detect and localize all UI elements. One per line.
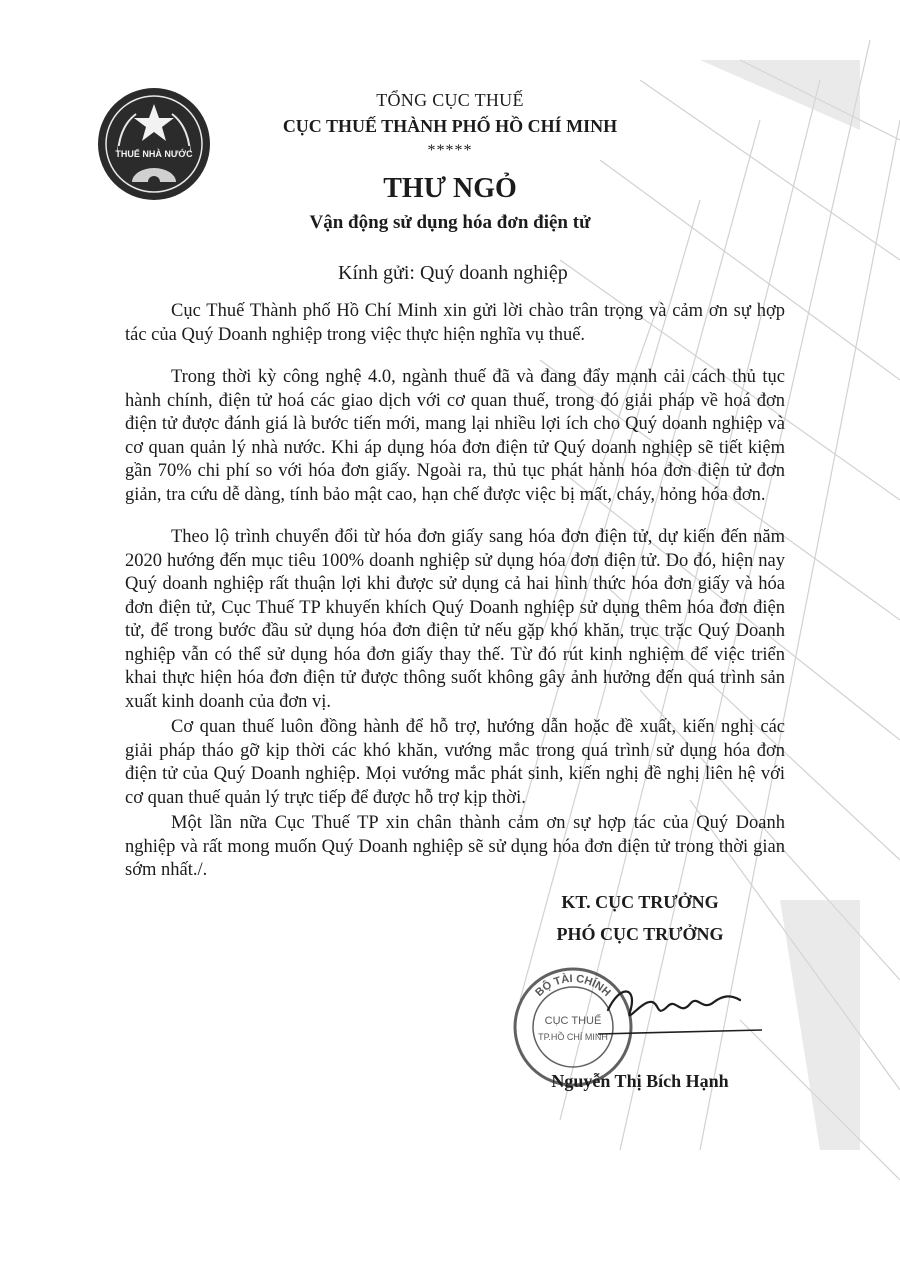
header-stars: ***** <box>427 142 473 159</box>
seal-center-text-1: CỤC THUẾ <box>544 1015 602 1027</box>
agency-name: TỔNG CỤC THUẾ <box>376 90 524 110</box>
seal-center-text-2: TP.HỒ CHÍ MINH <box>538 1032 608 1042</box>
paragraph-intro: Cục Thuế Thành phố Hồ Chí Minh xin gửi lời chào trân trọng và cảm ơn sự hợp tác của Quý Doanh nghiệp trong việc thực hiện nghĩa vụ thuế. <box>125 301 785 345</box>
letter-title: THƯ NGỎ <box>383 173 517 204</box>
signatory-title-1: KT. CỤC TRƯỞNG <box>561 892 719 912</box>
paragraph-benefits: Trong thời kỳ công nghệ 4.0, ngành thuế đã và đang đẩy mạnh cải cách thủ tục hành chính, điện tử hoá các giao dịch với cơ quan thuế, trong đó giải pháp về hoá đơn điện tử được đánh giá là bước tiến mới, mang lại nhiều lợi ích cho Quý doanh nghiệp và cơ quan quản lý nhà nước. Khi áp dụng hóa đơn điện tử Quý doanh nghiệp sẽ tiết kiệm gần 70% chi phí so với hóa đơn giấy. Ngoài ra, thủ tục phát hành hóa đơn điện tử đơn giản, tra cứu dễ dàng, tính bảo mật cao, hạn chế được việc bị mất, cháy, hỏng hóa đơn. <box>125 367 785 505</box>
paragraph-closing: Một lần nữa Cục Thuế TP xin chân thành cảm ơn sự hợp tác của Quý Doanh nghiệp và rất mong muốn Quý Doanh nghiệp sẽ sử dụng hóa đơn điện tử trong thời gian sớm nhất./. <box>125 813 785 880</box>
signatory-title-2: PHÓ CỤC TRƯỞNG <box>556 924 724 944</box>
signatory-name: Nguyễn Thị Bích Hạnh <box>551 1071 729 1091</box>
tax-emblem-icon <box>96 86 212 202</box>
handwritten-signature <box>590 972 770 1042</box>
letter-subtitle: Vận động sử dụng hóa đơn điện tử <box>309 212 591 233</box>
logo-text: THUẾ NHÀ NƯỚC <box>115 149 193 159</box>
paragraph-roadmap: Theo lộ trình chuyển đổi từ hóa đơn giấy sang hóa đơn điện tử, dự kiến đến năm 2020 hướng đến mục tiêu 100% doanh nghiệp sử dụng hóa đơn điện tử. Do đó, hiện nay Quý doanh nghiệp rất thuận lợi khi được sử dụng cả hai hình thức hóa đơn giấy và hóa đơn điện tử, Cục Thuế TP khuyến khích Quý Doanh nghiệp sử dụng thêm hóa đơn điện tử, để trong bước đầu sử dụng hóa đơn điện tử nếu gặp khó khăn, trục trặc Quý Doanh nghiệp vẫn có thể sử dụng hóa đơn giấy thay thế. Từ đó rút kinh nghiệm để việc triển khai thực hiện hóa đơn điện tử được thông suốt không gây ảnh hưởng đến quá trình sản xuất kinh doanh của đơn vị. <box>125 527 785 712</box>
seal-top-text: BỘ TÀI CHÍNH <box>533 972 613 999</box>
department-name: CỤC THUẾ THÀNH PHỐ HỒ CHÍ MINH <box>282 116 618 136</box>
greeting: Kính gửi: Quý doanh nghiệp <box>338 262 568 284</box>
paragraph-support: Cơ quan thuế luôn đồng hành để hỗ trợ, hướng dẫn hoặc đề xuất, kiến nghị các giải pháp tháo gỡ kịp thời các khó khăn, vướng mắc trong quá trình sử dụng hóa đơn điện tử của Quý Doanh nghiệp. Mọi vướng mắc phát sinh, kiến nghị đề nghị liên hệ với cơ quan thuế quản lý trực tiếp để được hỗ trợ kịp thời. <box>125 717 785 808</box>
